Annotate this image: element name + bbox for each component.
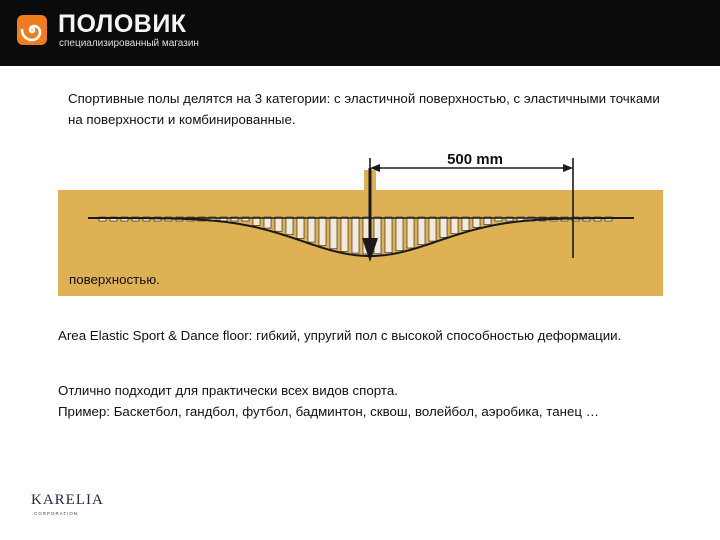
measure-label: 500 mm xyxy=(447,151,503,168)
brand-subtitle: специализированный магазин xyxy=(59,38,199,49)
floor-plank xyxy=(407,217,414,248)
floor-plank xyxy=(297,217,304,238)
examples-text: Пример: Баскетбол, гандбол, футбол, бадминтон, сквош, волейбол, аэробика, танец … xyxy=(58,404,599,419)
floor-plank xyxy=(418,217,425,245)
floor-plank xyxy=(396,217,403,251)
floor-plank xyxy=(440,217,447,237)
floor-plank xyxy=(275,217,282,231)
floor-plank xyxy=(462,217,469,230)
karelia-logo: KARELIA xyxy=(31,492,104,508)
floor-plank xyxy=(429,217,436,241)
dimension-arrow-right xyxy=(563,164,573,172)
spiral-logo-icon[interactable] xyxy=(17,15,47,45)
floor-plank xyxy=(385,217,392,253)
floor-plank xyxy=(286,217,293,235)
floor-plank xyxy=(308,217,315,242)
brand-name[interactable]: ПОЛОВИК xyxy=(58,10,187,38)
floor-plank xyxy=(319,217,326,246)
intro-text: Спортивные полы делятся на 3 категории: с эластичной поверхностью, с эластичными точками на поверхности и комбинированные. xyxy=(68,91,660,127)
floor-plank xyxy=(330,217,337,249)
floor-plank xyxy=(374,217,381,254)
karelia-subtitle: CORPORATION xyxy=(34,511,79,516)
floor-plank xyxy=(451,217,458,234)
floor-plank xyxy=(341,217,348,251)
suitability-text: Отлично подходит для практически всех видов спорта. xyxy=(58,383,398,398)
floor-deflection-diagram xyxy=(58,150,663,296)
elastic-floor-description: Area Elastic Sport & Dance floor: гибкий, упругий пол с высокой способностью деформации. xyxy=(58,328,622,343)
header-bar xyxy=(0,0,720,66)
diagram-caption: поверхностью. xyxy=(69,272,160,287)
floor-plank xyxy=(352,217,359,253)
